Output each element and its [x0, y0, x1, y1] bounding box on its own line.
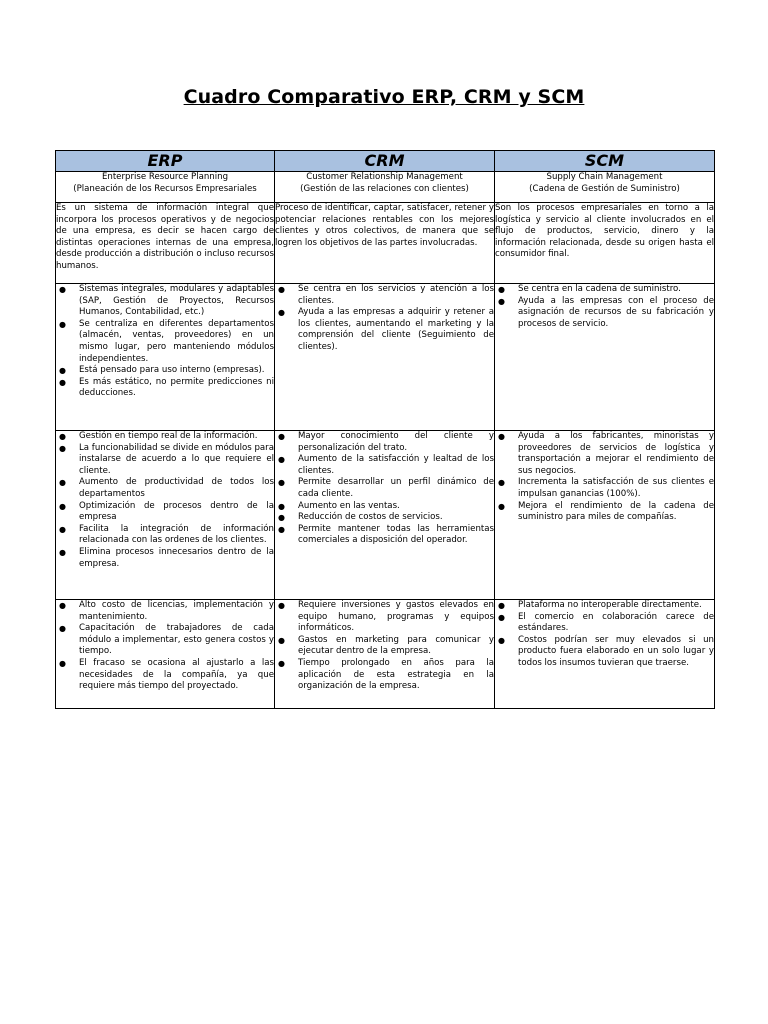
advantages-crm	[275, 431, 495, 600]
list-item	[275, 477, 494, 500]
subtitle-crm-line2: (Gestión de las relaciones con clientes)	[300, 183, 469, 194]
bullet-icon: ●	[498, 432, 505, 441]
list-item	[56, 501, 274, 524]
list-item	[495, 600, 714, 612]
bullet-icon: ●	[498, 285, 505, 294]
column-header-scm: SCM	[495, 151, 715, 172]
list-item-text: El fracaso se ocasiona al ajustarlo a las necesidades de la compañía, ya que requiere más tiempo del proyectado.	[79, 657, 274, 692]
list-item-text: La funcionabilidad se divide en módulos para instalarse de acuerdo a lo que requiere el cliente.	[79, 442, 274, 476]
bullet-icon: ●	[59, 501, 66, 511]
list-item-text: Gestión en tiempo real de la información.	[79, 431, 258, 441]
features-row	[56, 284, 715, 431]
list-item	[56, 547, 274, 570]
subtitle-erp-line2: (Planeación de los Recursos Empresariales	[73, 183, 257, 194]
list-item-text: Costos podrían ser muy elevados si un producto fuera elaborado en un solo lugar y todos los insumos tuvieran que traerse.	[518, 634, 714, 668]
list-item-text: Se centraliza en diferentes departamentos (almacén, ventas, proveedores) en un mismo lugar, pero manteniendo módulos independientes.	[79, 318, 274, 364]
bullet-icon: ●	[278, 501, 285, 511]
subtitle-scm-line1: Supply Chain Management	[546, 172, 663, 182]
list-item	[275, 307, 494, 353]
bullet-icon: ●	[278, 478, 285, 488]
advantages-scm-list	[495, 431, 714, 524]
list-item	[275, 635, 494, 658]
list-item-text: Aumento de productividad de todos los departamentos	[79, 477, 274, 499]
bullet-icon: ●	[59, 658, 66, 668]
description-erp: Es un sistema de información integral que incorpora los procesos operativos y de negocios de una empresa, es decir se hacen cargo de distintas operaciones internas de una empresa, desde producción a distribución o incluso recursos humanos.	[56, 203, 275, 284]
bullet-icon: ●	[278, 308, 285, 318]
bullet-icon: ●	[498, 612, 505, 622]
list-item-text: Optimización de procesos dentro de la empresa	[79, 500, 274, 523]
bullet-icon: ●	[278, 524, 285, 534]
list-item-text: Está pensado para uso interno (empresas).	[79, 365, 265, 376]
list-item-text: Incrementa la satisfacción de sus clientes e impulsan ganancias (100%).	[518, 477, 714, 499]
list-item	[275, 600, 494, 635]
bullet-icon: ●	[59, 624, 66, 634]
bullet-icon: ●	[498, 478, 505, 488]
bullet-icon: ●	[59, 601, 66, 610]
bullet-icon: ●	[278, 285, 285, 294]
bullet-icon: ●	[59, 547, 66, 557]
bullet-icon: ●	[59, 366, 66, 376]
list-item-text: Plataforma no interoperable directamente.	[518, 600, 702, 610]
bullet-icon: ●	[278, 432, 285, 441]
list-item	[56, 623, 274, 658]
list-item-text: Aumento de la satisfacción y lealtad de los clientes.	[298, 454, 494, 476]
subtitle-scm	[495, 172, 715, 203]
bullet-icon: ●	[59, 478, 66, 488]
disadvantages-crm	[275, 600, 495, 709]
description-scm: Son los procesos empresariales en torno a la logística y servicio al cliente involucrados en el flujo de productos, servicio, dinero y la información relacionada, desde su origen hasta el consumidor final.	[495, 203, 715, 284]
features-erp-list	[56, 284, 274, 400]
list-item-text: Mayor conocimiento del cliente y personalización del trato.	[298, 431, 494, 453]
bullet-icon: ●	[59, 443, 66, 453]
bullet-icon: ●	[498, 296, 505, 306]
list-item-text: Se centra en la cadena de suministro.	[518, 284, 681, 294]
features-crm	[275, 284, 495, 431]
disadvantages-erp-list	[56, 600, 274, 693]
advantages-crm-list	[275, 431, 494, 547]
list-item-text: Facilita la integración de información relacionada con las ordenes de los clientes.	[79, 523, 274, 546]
bullet-icon: ●	[498, 635, 505, 645]
subtitle-crm	[275, 172, 495, 203]
list-item	[56, 377, 274, 400]
list-item	[56, 365, 274, 377]
advantages-erp	[56, 431, 275, 600]
bullet-icon: ●	[278, 658, 285, 668]
features-crm-list	[275, 284, 494, 354]
features-erp	[56, 284, 275, 431]
bullet-icon: ●	[278, 513, 285, 523]
list-item	[275, 501, 494, 513]
list-item	[275, 284, 494, 307]
list-item-text: Sistemas integrales, modulares y adaptables (SAP, Gestión de Proyectos, Recursos Humanos, Contabilidad, etc.)	[79, 284, 274, 318]
list-item-text: Ayuda a los fabricantes, minoristas y proveedores de servicios de logística y transportación a mejorar el rendimiento de sus negocios.	[518, 431, 714, 476]
list-item	[56, 431, 274, 443]
disadvantages-erp	[56, 600, 275, 709]
list-item	[56, 443, 274, 478]
disadvantages-crm-list	[275, 600, 494, 693]
description-row	[56, 203, 715, 284]
list-item	[56, 658, 274, 693]
list-item	[495, 284, 714, 296]
list-item-text: Alto costo de licencias, implementación y mantenimiento.	[79, 600, 274, 622]
list-item	[56, 524, 274, 547]
list-item-text: El comercio en colaboración carece de estándares.	[518, 611, 714, 634]
subtitle-erp	[56, 172, 275, 203]
list-item	[275, 658, 494, 693]
list-item	[56, 600, 274, 623]
list-item	[56, 319, 274, 365]
advantages-scm	[495, 431, 715, 600]
list-item-text: Ayuda a las empresas a adquirir y retener a los clientes, aumentando el marketing y la comprensión del cliente (Seguimiento de clientes).	[298, 307, 494, 352]
list-item-text: Gastos en marketing para comunicar y ejecutar dentro de la empresa.	[298, 634, 494, 657]
description-crm: Proceso de identificar, captar, satisfacer, retener y potenciar relaciones rentables con los mejores clientes y otros colectivos, de manera que se logren los objetivos de las partes involucradas.	[275, 203, 495, 284]
list-item-text: Ayuda a las empresas con el proceso de asignación de recursos de su fabricación y procesos de servicio.	[518, 295, 714, 329]
comparison-table	[55, 150, 715, 709]
list-item-text: Reducción de costos de servicios.	[298, 512, 443, 523]
list-item	[495, 477, 714, 500]
bullet-icon: ●	[278, 635, 285, 645]
list-item	[56, 284, 274, 319]
list-item-text: Permite desarrollar un perfil dinámico de cada cliente.	[298, 477, 494, 499]
list-item-text: Elimina procesos innecesarios dentro de la empresa.	[79, 546, 274, 569]
list-item	[495, 431, 714, 477]
header-row	[56, 151, 715, 172]
disadvantages-row	[56, 600, 715, 709]
list-item-text: Requiere inversiones y gastos elevados en equipo humano, programas y equipos informáticos.	[298, 600, 494, 634]
bullet-icon: ●	[498, 501, 505, 511]
disadvantages-scm	[495, 600, 715, 709]
list-item-text: Mejora el rendimiento de la cadena de suministro para miles de compañías.	[518, 500, 714, 523]
subtitle-crm-line1: Customer Relationship Management	[306, 172, 463, 182]
page-title: Cuadro Comparativo ERP, CRM y SCM	[183, 86, 585, 108]
list-item	[275, 431, 494, 454]
advantages-erp-list	[56, 431, 274, 570]
list-item	[56, 477, 274, 500]
list-item	[275, 512, 494, 524]
list-item-text: Es más estático, no permite predicciones ni deducciones.	[79, 376, 274, 399]
list-item	[495, 501, 714, 524]
bullet-icon: ●	[59, 432, 66, 441]
subtitle-erp-line1: Enterprise Resource Planning	[101, 172, 229, 182]
advantages-row	[56, 431, 715, 600]
bullet-icon: ●	[278, 601, 285, 610]
column-header-crm: CRM	[275, 151, 495, 172]
list-item	[275, 524, 494, 547]
disadvantages-scm-list	[495, 600, 714, 670]
bullet-icon: ●	[498, 601, 505, 610]
list-item-text: Permite mantener todas las herramientas comerciales a disposición del operador.	[298, 523, 494, 546]
bullet-icon: ●	[59, 377, 66, 387]
bullet-icon: ●	[59, 524, 66, 534]
bullet-icon: ●	[59, 285, 66, 294]
list-item-text: Tiempo prolongado en años para la aplicación de esta estrategia en la organización de la empresa.	[298, 657, 494, 692]
list-item-text: Aumento en las ventas.	[298, 500, 400, 511]
features-scm-list	[495, 284, 714, 330]
column-header-erp: ERP	[56, 151, 275, 172]
subtitle-scm-line2: (Cadena de Gestión de Suministro)	[529, 183, 680, 194]
bullet-icon: ●	[59, 319, 66, 329]
list-item-text: Se centra en los servicios y atención a los clientes.	[298, 284, 494, 306]
subtitle-row	[56, 172, 715, 203]
list-item-text: Capacitación de trabajadores de cada módulo a implementar, esto genera costos y tiempo.	[79, 623, 274, 657]
list-item	[495, 612, 714, 635]
features-scm	[495, 284, 715, 431]
list-item	[495, 635, 714, 670]
bullet-icon: ●	[278, 455, 285, 465]
list-item	[275, 454, 494, 477]
list-item	[495, 296, 714, 331]
